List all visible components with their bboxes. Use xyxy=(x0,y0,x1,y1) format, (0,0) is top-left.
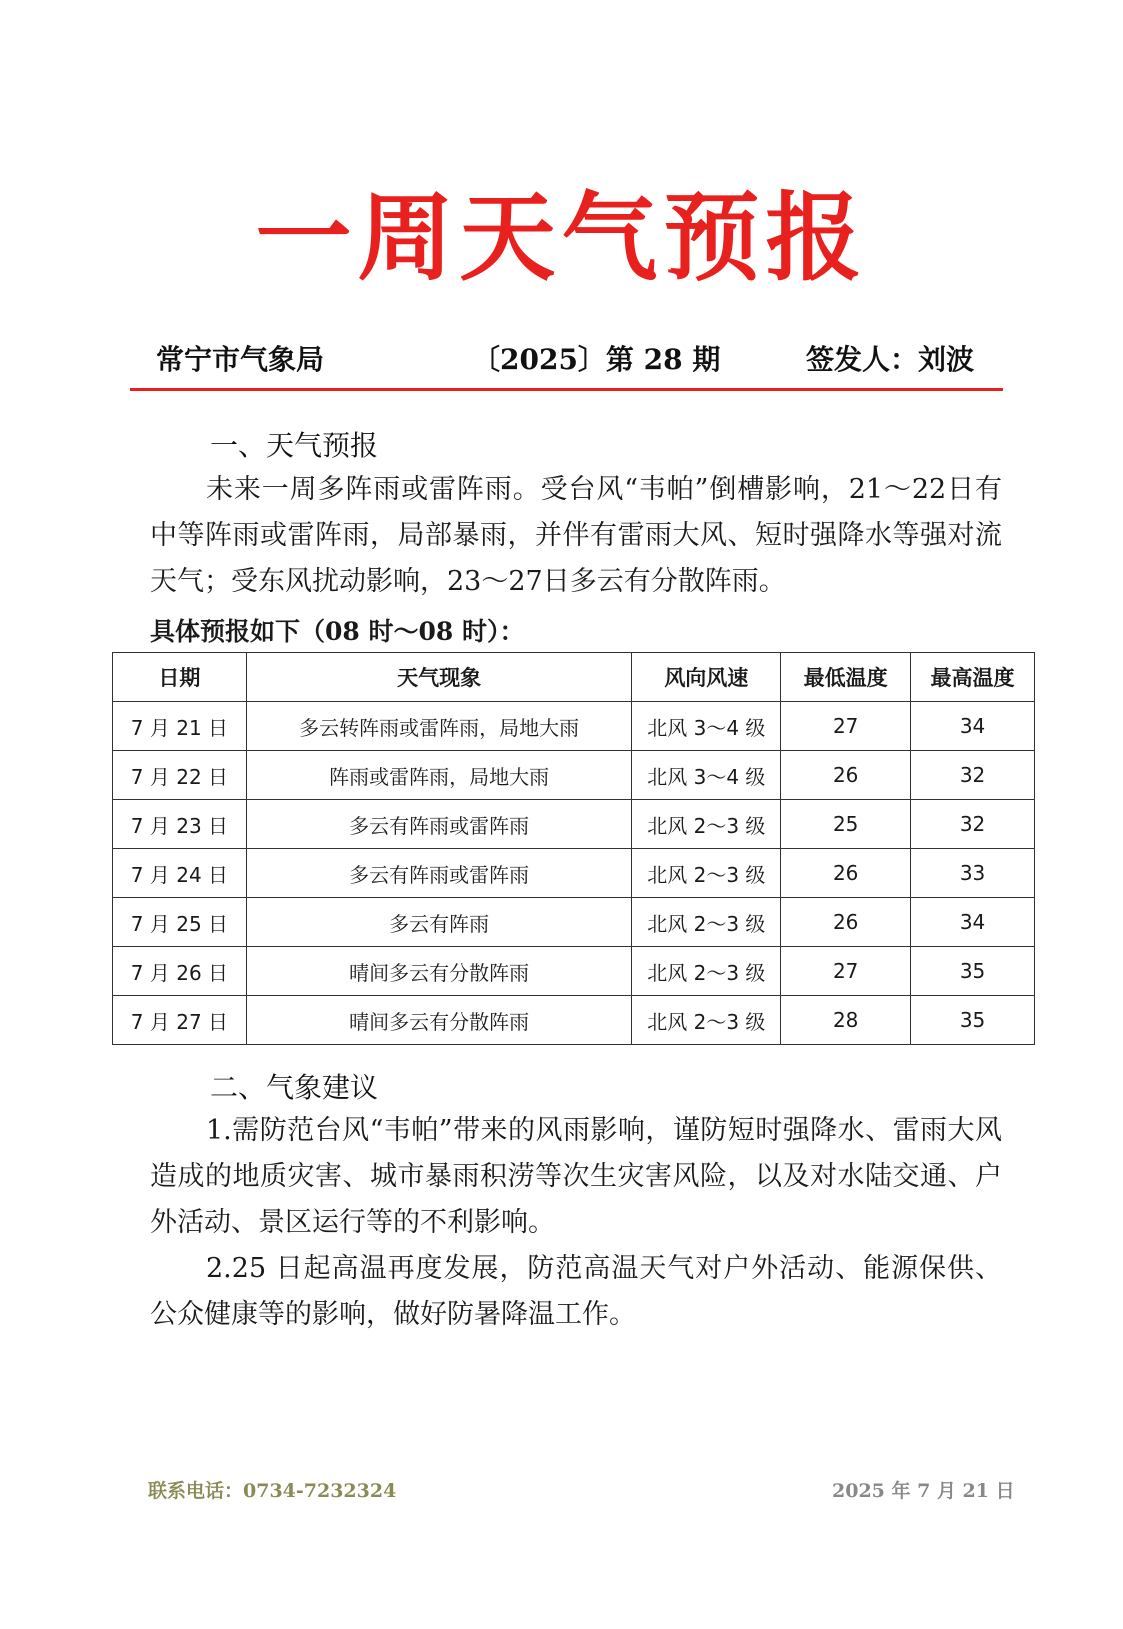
issuing-agency: 常宁市气象局 xyxy=(156,343,325,376)
forecast-table xyxy=(112,652,1035,1045)
cell-wind: 北风 2～3 级 xyxy=(632,898,781,947)
cell-date: 7 月 22 日 xyxy=(113,751,247,800)
cell-weather: 多云有阵雨 xyxy=(246,898,632,947)
section-heading-advice: 二、气象建议 xyxy=(210,1071,379,1104)
table-row xyxy=(113,996,1035,1045)
cell-weather: 晴间多云有分散阵雨 xyxy=(246,996,632,1045)
cell-min-temp: 25 xyxy=(781,800,911,849)
table-row xyxy=(113,800,1035,849)
cell-wind: 北风 2～3 级 xyxy=(632,800,781,849)
header-weather: 天气现象 xyxy=(246,653,632,702)
forecast-summary: 未来一周多阵雨或雷阵雨。受台风“韦帕”倒槽影响，21～22日有中等阵雨或雷阵雨，局部暴雨，并伴有雷雨大风、短时强降水等强对流天气；受东风扰动影响，23～27日多云有分散阵雨。 xyxy=(150,474,1002,597)
cell-max-temp: 35 xyxy=(911,947,1035,996)
contact-phone: 联系电话：0734-7232324 xyxy=(148,1480,397,1502)
cell-min-temp: 27 xyxy=(781,947,911,996)
header-date: 日期 xyxy=(113,653,247,702)
signer: 签发人：刘波 xyxy=(806,343,975,376)
cell-min-temp: 26 xyxy=(781,849,911,898)
cell-max-temp: 34 xyxy=(911,702,1035,751)
cell-date: 7 月 21 日 xyxy=(113,702,247,751)
cell-wind: 北风 3～4 级 xyxy=(632,702,781,751)
header-max-temp: 最高温度 xyxy=(911,653,1035,702)
issue-number: 〔2025〕第 28 期 xyxy=(472,343,721,376)
cell-max-temp: 34 xyxy=(911,898,1035,947)
cell-min-temp: 27 xyxy=(781,702,911,751)
document-title: 一周天气预报 xyxy=(255,182,868,294)
cell-wind: 北风 2～3 级 xyxy=(632,849,781,898)
cell-min-temp: 26 xyxy=(781,751,911,800)
cell-max-temp: 32 xyxy=(911,800,1035,849)
cell-date: 7 月 27 日 xyxy=(113,996,247,1045)
cell-weather: 多云有阵雨或雷阵雨 xyxy=(246,849,632,898)
cell-max-temp: 35 xyxy=(911,996,1035,1045)
cell-weather: 晴间多云有分散阵雨 xyxy=(246,947,632,996)
cell-wind: 北风 3～4 级 xyxy=(632,751,781,800)
table-row xyxy=(113,702,1035,751)
cell-max-temp: 33 xyxy=(911,849,1035,898)
advice-item-2: 2.25 日起高温再度发展，防范高温天气对户外活动、能源保供、公众健康等的影响，做好防暑降温工作。 xyxy=(150,1253,1002,1330)
header-wind: 风向风速 xyxy=(632,653,781,702)
section-heading-forecast: 一、天气预报 xyxy=(210,429,379,462)
cell-date: 7 月 24 日 xyxy=(113,849,247,898)
cell-min-temp: 26 xyxy=(781,898,911,947)
table-row xyxy=(113,751,1035,800)
cell-wind: 北风 2～3 级 xyxy=(632,996,781,1045)
cell-min-temp: 28 xyxy=(781,996,911,1045)
cell-weather: 多云有阵雨或雷阵雨 xyxy=(246,800,632,849)
forecast-table-intro: 具体预报如下（08 时～08 时）： xyxy=(150,617,525,646)
table-header-row xyxy=(113,653,1035,702)
table-row xyxy=(113,849,1035,898)
table-row xyxy=(113,898,1035,947)
issue-date: 2025 年 7 月 21 日 xyxy=(832,1480,1015,1502)
advice-item-1: 1.需防范台风“韦帕”带来的风雨影响，谨防短时强降水、雷雨大风造成的地质灾害、城市暴雨积涝等次生灾害风险，以及对水陆交通、户外活动、景区运行等的不利影响。 xyxy=(150,1115,1002,1238)
cell-weather: 多云转阵雨或雷阵雨，局地大雨 xyxy=(246,702,632,751)
cell-date: 7 月 26 日 xyxy=(113,947,247,996)
red-divider xyxy=(130,388,1003,391)
cell-weather: 阵雨或雷阵雨，局地大雨 xyxy=(246,751,632,800)
header-min-temp: 最低温度 xyxy=(781,653,911,702)
table-row xyxy=(113,947,1035,996)
cell-date: 7 月 23 日 xyxy=(113,800,247,849)
cell-date: 7 月 25 日 xyxy=(113,898,247,947)
cell-max-temp: 32 xyxy=(911,751,1035,800)
cell-wind: 北风 2～3 级 xyxy=(632,947,781,996)
